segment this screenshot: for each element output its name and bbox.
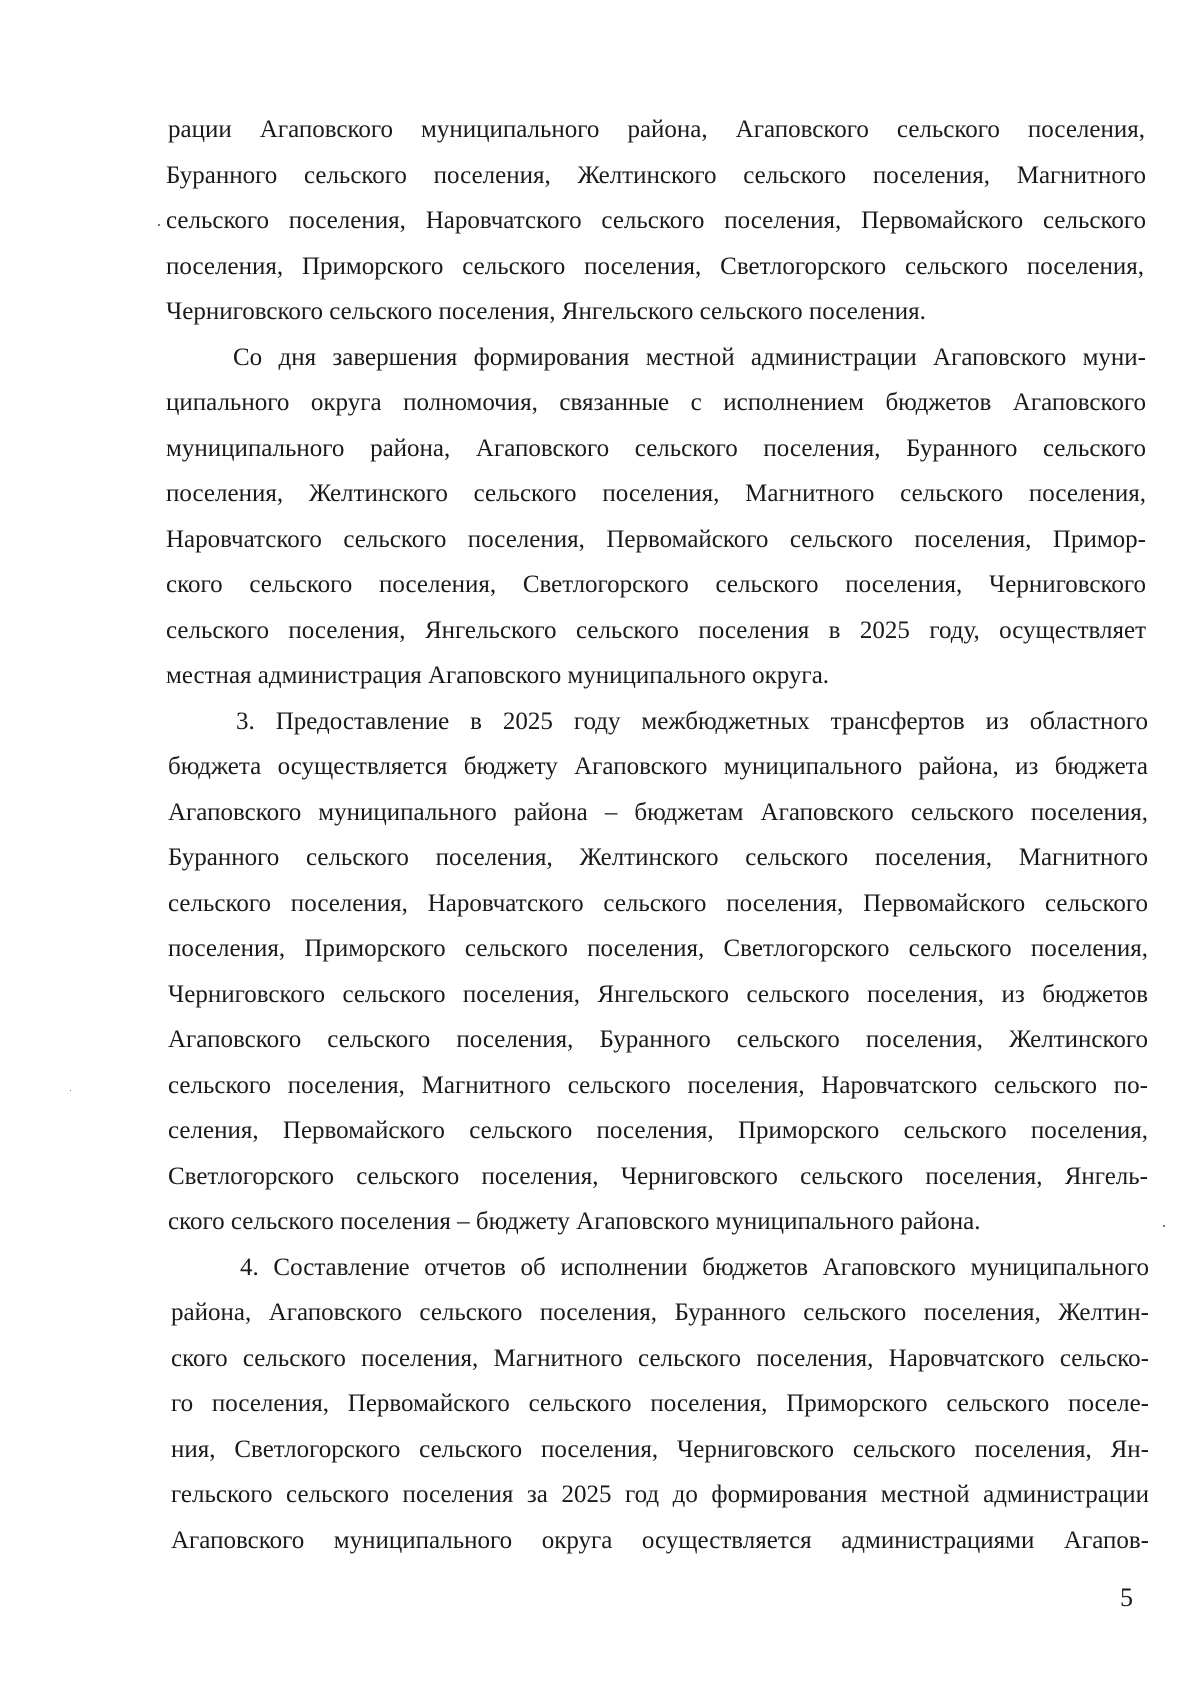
text-line: поселения, Желтинского сельского поселения, Магнитного сельского поселения, [166, 480, 1146, 507]
scan-speck [1163, 1225, 1165, 1227]
text-line: сельского поселения, Янгельского сельского поселения в 2025 году, осуществляет [166, 616, 1146, 644]
text-line: Агаповского муниципального округа осуществляется администрациями Агапов- [171, 1526, 1149, 1554]
text-line: района, Агаповского сельского поселения, Буранного сельского поселения, Желтин- [171, 1299, 1149, 1326]
text-line: ния, Светлогорского сельского поселения, Черниговского сельского поселения, Ян- [171, 1435, 1149, 1463]
text-line: бюджета осуществляется бюджету Агаповского муниципального района, из бюджета [168, 753, 1148, 780]
text-line: поселения, Приморского сельского поселения, Светлогорского сельского поселения, [168, 935, 1148, 962]
text-line: Черниговского сельского поселения, Янгельского сельского поселения, из бюджетов [168, 980, 1148, 1008]
text-line: местная администрация Агаповского муниципального округа. [166, 662, 830, 689]
text-line: Наровчатского сельского поселения, Первомайского сельского поселения, Примор- [166, 525, 1146, 553]
text-line: ского сельского поселения, Светлогорского сельского поселения, Черниговского [166, 571, 1146, 598]
text-line: сельского поселения, Магнитного сельского поселения, Наровчатского сельского по- [168, 1071, 1148, 1099]
text-line: сельского поселения, Наровчатского сельского поселения, Первомайского сельского [168, 889, 1148, 917]
text-line: ципального округа полномочия, связанные с исполнением бюджетов Агаповского [166, 389, 1146, 416]
text-line: муниципального района, Агаповского сельского поселения, Буранного сельского [166, 434, 1146, 462]
text-line: го поселения, Первомайского сельского поселения, Приморского сельского поселе- [171, 1390, 1149, 1417]
text-line: ского сельского поселения – бюджету Агаповского муниципального района. [168, 1208, 981, 1235]
text-line: 3. Предоставление в 2025 году межбюджетных трансфертов из областного [236, 707, 1148, 735]
document-body [166, 107, 1149, 1563]
text-line: гельского сельского поселения за 2025 год до формирования местной администрации [171, 1481, 1149, 1508]
text-line: 4. Составление отчетов об исполнении бюджетов Агаповского муниципального [240, 1253, 1149, 1281]
text-line: Со дня завершения формирования местной администрации Агаповского муни- [233, 343, 1146, 371]
page-number: 5 [1120, 1583, 1133, 1612]
scan-speck [158, 224, 160, 226]
text-line: Буранного сельского поселения, Желтинского сельского поселения, Магнитного [168, 844, 1148, 871]
text-line: поселения, Приморского сельского поселения, Светлогорского сельского поселения, [166, 252, 1144, 280]
text-line: Буранного сельского поселения, Желтинского сельского поселения, Магнитного [166, 161, 1146, 189]
text-line: рации Агаповского муниципального района, Агаповского сельского поселения, [168, 116, 1145, 143]
paragraph-4 [166, 1245, 1149, 1564]
text-line: Черниговского сельского поселения, Янгельского сельского поселения. [166, 298, 926, 325]
text-line: сельского поселения, Наровчатского сельского поселения, Первомайского сельского [166, 207, 1146, 234]
text-line: Агаповского муниципального района – бюджетам Агаповского сельского поселения, [168, 798, 1148, 826]
text-line: Агаповского сельского поселения, Буранного сельского поселения, Желтинского [168, 1026, 1148, 1053]
text-line: ского сельского поселения, Магнитного сельского поселения, Наровчатского сельско- [171, 1344, 1149, 1372]
paragraph-2 [166, 335, 1145, 699]
paragraph-1 [166, 107, 1145, 335]
text-line: селения, Первомайского сельского поселения, Приморского сельского поселения, [168, 1117, 1148, 1144]
paragraph-3 [166, 699, 1148, 1245]
scan-speck [70, 1090, 71, 1091]
text-line: Светлогорского сельского поселения, Черниговского сельского поселения, Янгель- [168, 1162, 1148, 1190]
